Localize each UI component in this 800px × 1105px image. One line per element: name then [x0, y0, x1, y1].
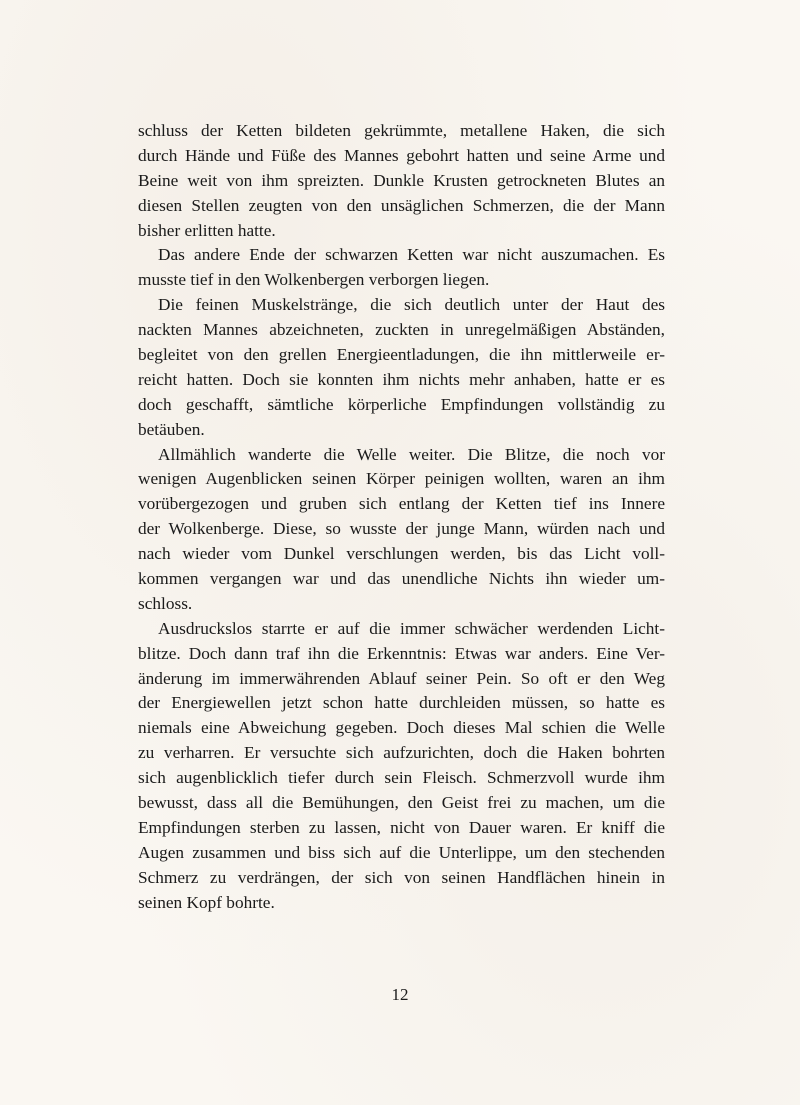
text-line: doch geschafft, sämtliche körperliche Empfindungen vollständig zu — [138, 394, 665, 414]
text-line: durch Hände und Füße des Mannes gebohrt hatten und seine Arme und — [138, 145, 665, 165]
text-line: Ausdruckslos starrte er auf die immer schwächer werdenden Licht- — [158, 618, 665, 638]
text-line: diesen Stellen zeugten von den unsäglichen Schmerzen, die der Mann — [138, 195, 665, 215]
text-line: Empfindungen sterben zu lassen, nicht von Dauer waren. Er kniff die — [138, 817, 665, 837]
text-line: musste tief in den Wolkenbergen verborgen liegen. — [138, 270, 490, 290]
text-line: Allmählich wanderte die Welle weiter. Die Blitze, die noch vor — [158, 444, 665, 464]
page-number: 12 — [391, 985, 409, 1004]
text-line: änderung im immerwährenden Ablauf seiner Pein. So oft er den Weg — [138, 668, 665, 688]
text-line: Augen zusammen und biss sich auf die Unterlippe, um den stechenden — [138, 842, 665, 862]
text-line: betäuben. — [138, 419, 205, 439]
text-line: begleitet von den grellen Energieentladungen, die ihn mittlerweile er- — [138, 345, 665, 365]
text-line: sich augenblicklich tiefer durch sein Fleisch. Schmerzvoll wurde ihm — [138, 768, 665, 788]
text-line: kommen vergangen war und das unendliche Nichts ihn wieder um- — [138, 569, 665, 589]
text-line: wenigen Augenblicken seinen Körper peinigen wollten, waren an ihm — [138, 469, 665, 489]
text-line: seinen Kopf bohrte. — [138, 892, 275, 912]
text-line: schluss der Ketten bildeten gekrümmte, metallene Haken, die sich — [138, 121, 665, 140]
text-line: vorübergezogen und gruben sich entlang der Ketten tief ins Innere — [138, 494, 665, 514]
text-line: der Wolkenberge. Diese, so wusste der junge Mann, würden nach und — [138, 519, 665, 539]
text-line: schloss. — [138, 593, 193, 613]
text-line: niemals eine Abweichung gegeben. Doch dieses Mal schien die Welle — [138, 718, 665, 738]
body-text — [138, 119, 665, 916]
text-line: Schmerz zu verdrängen, der sich von seinen Handflächen hinein in — [138, 867, 665, 887]
text-line: nackten Mannes abzeichneten, zuckten in unregelmäßigen Abständen, — [138, 320, 665, 340]
text-line: der Energiewellen jetzt schon hatte durchleiden müssen, so hatte es — [138, 693, 665, 713]
text-line: zu verharren. Er versuchte sich aufzurichten, doch die Haken bohrten — [138, 743, 665, 763]
text-line: Das andere Ende der schwarzen Ketten war nicht auszumachen. Es — [158, 245, 665, 265]
text-line: bewusst, dass all die Bemühungen, den Geist frei zu machen, um die — [138, 793, 665, 813]
text-line: Die feinen Muskelstränge, die sich deutlich unter der Haut des — [158, 295, 665, 315]
text-line: nach wieder vom Dunkel verschlungen werden, bis das Licht voll- — [138, 544, 665, 564]
text-line: blitze. Doch dann traf ihn die Erkenntnis: Etwas war anders. Eine Ver- — [138, 643, 665, 663]
text-line: reicht hatten. Doch sie konnten ihm nichts mehr anhaben, hatte er es — [138, 369, 665, 389]
text-line: Beine weit von ihm spreizten. Dunkle Krusten getrockneten Blutes an — [138, 170, 665, 190]
text-line: bisher erlitten hatte. — [138, 220, 276, 240]
